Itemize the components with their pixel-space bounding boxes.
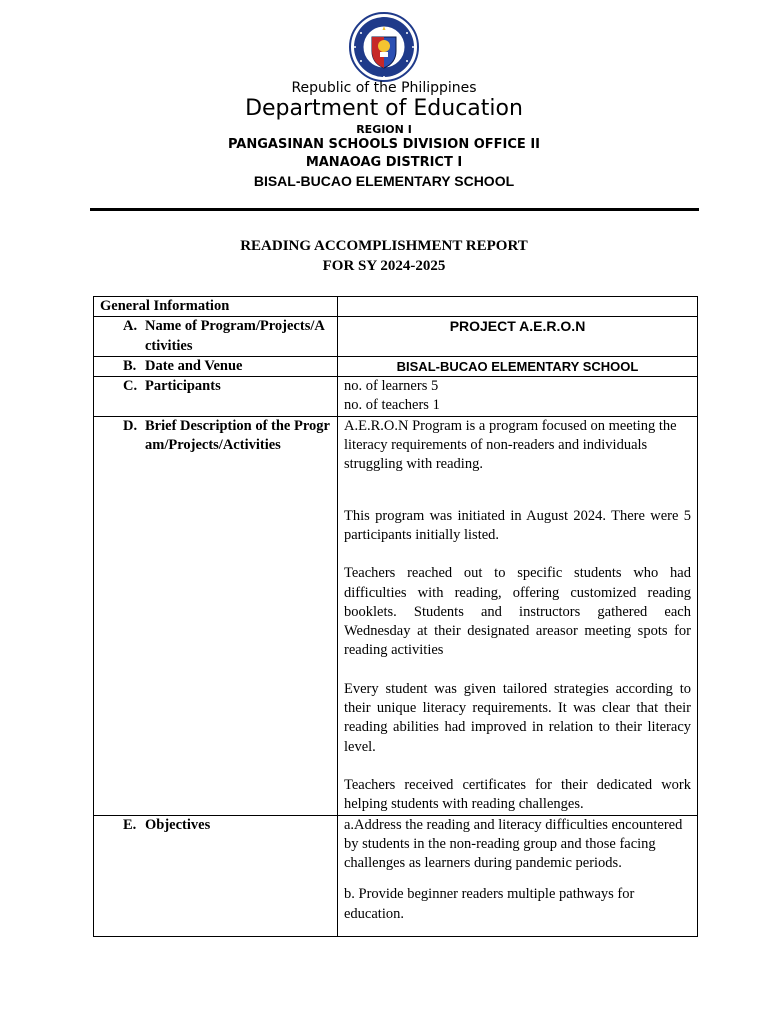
description-paragraph: Teachers reached out to specific students who had difficulties with reading, offering customized reading booklets. Students and instructors gathered each Wednesday at their designated areasor meeting spots for reading activities (344, 565, 691, 659)
participants-value (338, 377, 698, 417)
region-line: REGION I (356, 123, 412, 136)
program-name-value: PROJECT A.E.R.O.N (338, 317, 698, 357)
date-venue-value: BISAL-BUCAO ELEMENTARY SCHOOL (338, 356, 698, 376)
description-paragraph: Every student was given tailored strategies according to their unique literacy requirements. It was clear that their reading abilities had improved in relation to their literacy level. (344, 680, 691, 755)
republic-line: Republic of the Philippines (291, 80, 477, 96)
objective-item: b. Provide beginner readers multiple pathways for education. (344, 886, 635, 922)
header-divider (90, 208, 699, 211)
description-paragraph: Teachers received certificates for their dedicated work helping students with reading challenges. (344, 776, 691, 813)
report-title: READING ACCOMPLISHMENT REPORT (240, 238, 528, 254)
row-letter: C. (123, 378, 138, 395)
row-label-b (100, 357, 331, 376)
objectives-value (338, 815, 698, 936)
row-letter: A. (123, 318, 138, 335)
row-letter: B. (123, 357, 137, 374)
learners-count: no. of learners 5 (344, 378, 439, 395)
row-label-text: Participants (145, 378, 221, 395)
objective-item: a.Address the reading and literacy difficulties encountered by students in the non-reading group and those facing challenges as learners during pandemic periods. (344, 816, 683, 872)
school-line: BISAL-BUCAO ELEMENTARY SCHOOL (253, 173, 515, 189)
department-title: Department of Education (245, 96, 523, 121)
row-label-c (100, 377, 331, 396)
row-label-e (100, 816, 331, 835)
row-letter: E. (123, 816, 137, 833)
table-row-objectives (94, 815, 698, 936)
table-row-participants (94, 377, 698, 417)
table-row-date-venue (94, 356, 698, 376)
district-line: MANAOAG DISTRICT I (305, 155, 463, 170)
row-label-text: Brief Description of the Program/Projects/Activities (145, 417, 330, 454)
table-row-general (94, 297, 698, 317)
row-label-d (100, 417, 331, 456)
general-information-value (338, 297, 698, 317)
row-letter: D. (123, 417, 138, 434)
general-information-heading: General Information (94, 297, 338, 317)
description-paragraph: This program was initiated in August 2024. There were 5 participants initially listed. (344, 507, 691, 543)
row-label-text: Date and Venue (145, 357, 243, 374)
report-table (93, 296, 698, 937)
report-subtitle: FOR SY 2024-2025 (322, 258, 446, 274)
deped-seal-logo (341, 11, 427, 83)
division-line: PANGASINAN SCHOOLS DIVISION OFFICE II (227, 137, 541, 152)
description-paragraph: A.E.R.O.N Program is a program focused on meeting the literacy requirements of non-readers and individuals struggling with reading. (344, 417, 677, 473)
row-label-text: Name of Program/Projects/Activities (145, 318, 325, 354)
row-label-a (100, 317, 331, 356)
table-row-description (94, 416, 698, 815)
table-row-name-of-program (94, 317, 698, 357)
row-label-text: Objectives (145, 816, 211, 833)
description-value (338, 416, 698, 815)
teachers-count: no. of teachers 1 (344, 397, 440, 414)
